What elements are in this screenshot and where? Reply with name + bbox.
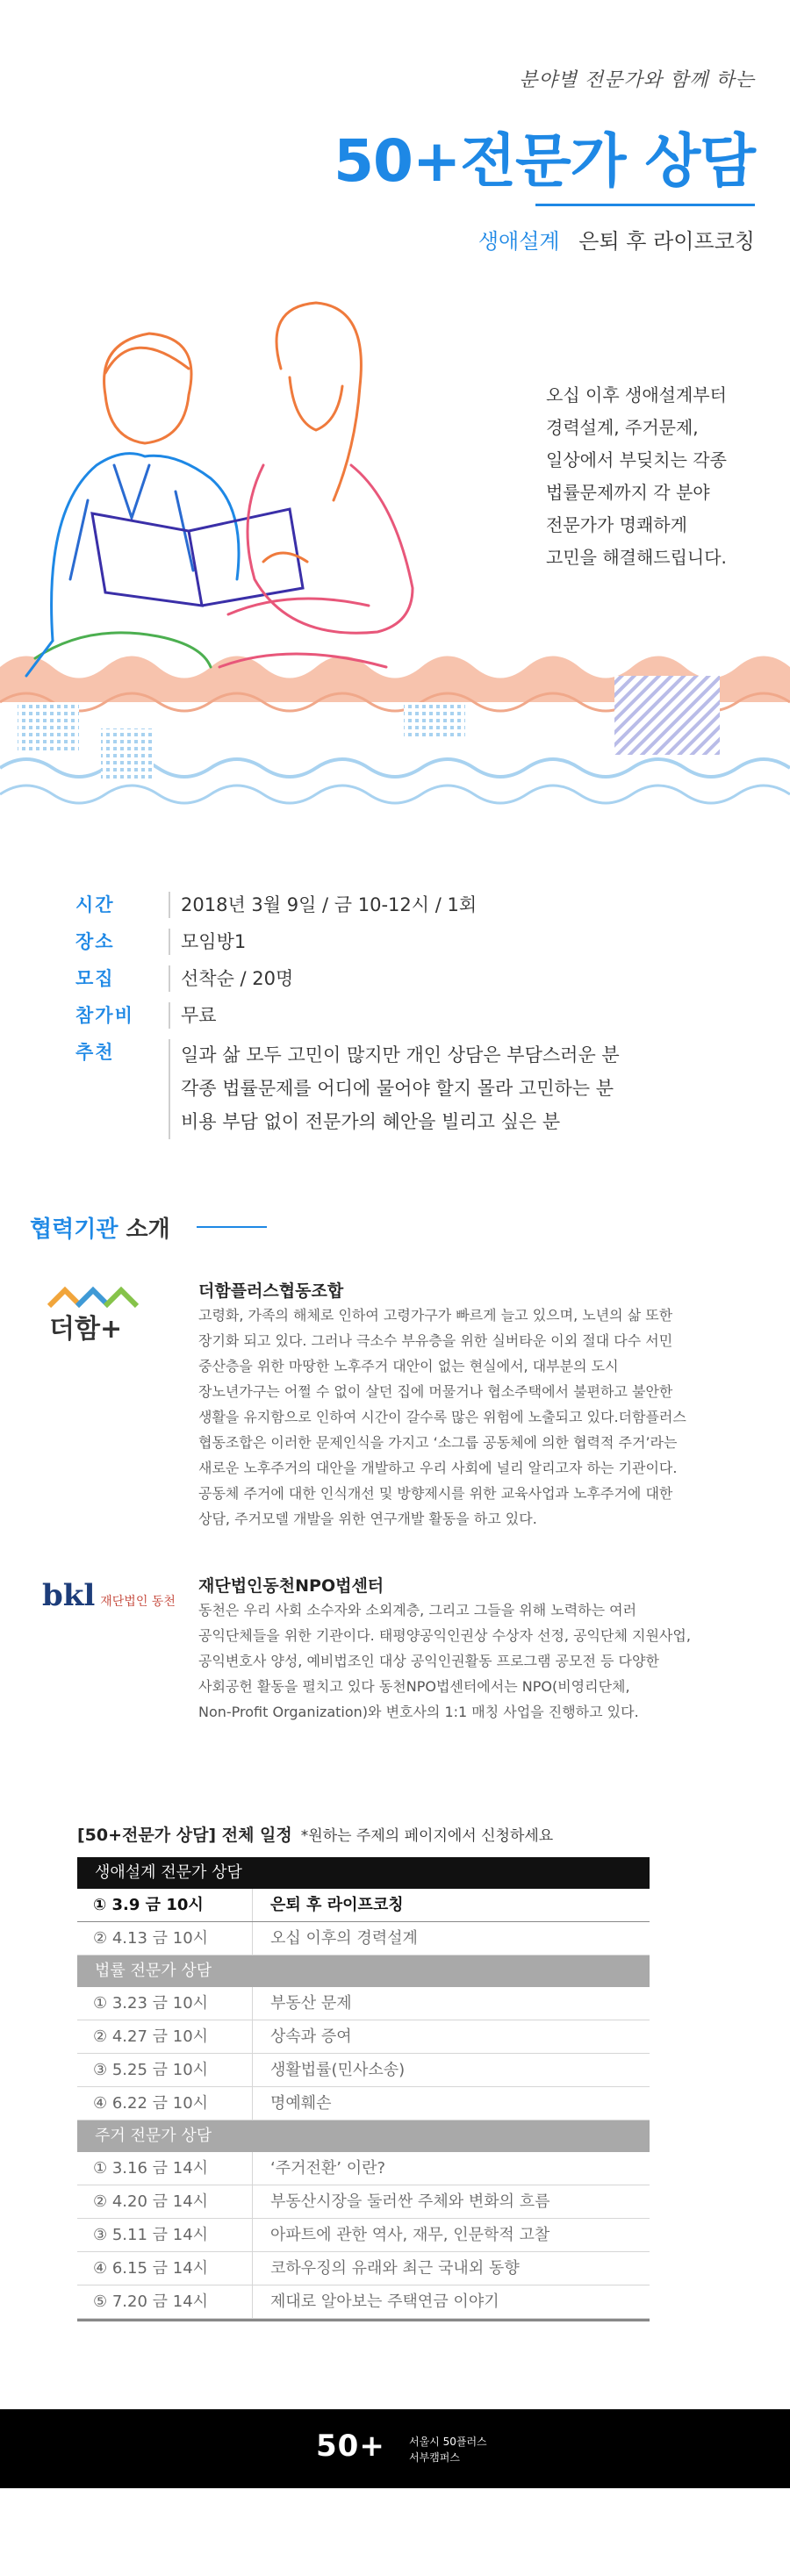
schedule-date: ① 3.23 금 10시 <box>77 1987 253 2020</box>
partners-heading-line <box>197 1226 267 1228</box>
man-figure <box>26 334 239 676</box>
partner-description-line: 공동체 주거에 대한 인식개선 및 방향제시를 위한 교육사업과 노후주거에 대한 <box>198 1485 673 1502</box>
partner-description-line: 새로운 노후주거의 대안을 개발하고 우리 사회에 널리 알리고자 하는 기관이다. <box>198 1460 678 1476</box>
title-underline <box>535 204 755 206</box>
dongcheon-logo-text: 재단법인 동천 <box>100 1595 176 1609</box>
partner-name: 더함플러스협동조합 <box>198 1281 344 1301</box>
partner-description <box>198 1302 760 1532</box>
partner-description-line: 공익단체들을 위한 기관이다. 태평양공익인권상 수상자 선정, 공익단체 지원사업, <box>198 1627 691 1644</box>
partner-description-line: 장노년가구는 어쩔 수 없이 살던 집에 머물거나 협소주택에서 불편하고 불안한 <box>198 1383 673 1400</box>
hero-section <box>0 0 790 843</box>
schedule-bottom-rule <box>77 2319 650 2321</box>
partner-description-line: 상담, 주거모델 개발을 위한 연구개발 활동을 하고 있다. <box>198 1510 537 1527</box>
info-row-place <box>75 928 620 956</box>
info-label: 장소 <box>75 931 115 952</box>
schedule-row[interactable] <box>77 2020 650 2054</box>
schedule-date: ③ 5.25 금 10시 <box>77 2054 253 2086</box>
schedule-title <box>77 1822 553 1846</box>
info-value: 무료 <box>181 1005 217 1026</box>
dongcheon-logo <box>42 1578 176 1613</box>
schedule-section-header: 생애설계 전문가 상담 <box>77 1857 650 1889</box>
schedule-topic: 제대로 알아보는 주택연금 이야기 <box>270 2293 499 2311</box>
recommend-item: 각종 법률문제를 어디에 물어야 할지 몰라 고민하는 분 <box>181 1078 614 1099</box>
schedule-row[interactable] <box>77 2185 650 2219</box>
info-value: 2018년 3월 9일 / 금 10-12시 / 1회 <box>181 894 478 915</box>
schedule-topic: 코하우징의 유래와 최근 국내외 동향 <box>270 2259 520 2278</box>
fiftyplus-logo: 50+ <box>316 2429 385 2464</box>
schedule-row[interactable] <box>77 2087 650 2120</box>
partner-description-line: 공익변호사 양성, 예비법조인 대상 공익인권활동 프로그램 공모전 등 다양한 <box>198 1653 659 1669</box>
bkl-logo-mark: bkl <box>42 1578 96 1613</box>
footer-org-line: 서부캠퍼스 <box>409 2451 460 2464</box>
info-row-time <box>75 891 620 919</box>
category-tag: 생애설계 <box>478 229 560 254</box>
schedule-row[interactable] <box>77 2252 650 2285</box>
info-divider <box>169 892 170 918</box>
schedule-section-header: 주거 전문가 상담 <box>77 2120 650 2152</box>
partner-description-line: Non-Profit Organization)와 변호사의 1:1 매칭 사업을 진행하고 있다. <box>198 1704 639 1720</box>
schedule-date: ④ 6.22 금 10시 <box>77 2087 253 2120</box>
hero-description-line: 법률문제까지 각 분야 <box>546 482 710 503</box>
info-divider <box>169 1002 170 1029</box>
info-label: 모집 <box>75 968 115 989</box>
schedule-row[interactable] <box>77 2152 650 2185</box>
info-divider <box>169 1039 170 1139</box>
hero-description-line: 일상에서 부딪치는 각종 <box>546 449 727 470</box>
footer <box>0 2409 790 2488</box>
info-value: 모임방1 <box>181 931 247 952</box>
partner-description-line: 사회공헌 활동을 펼치고 있다 동천NPO법센터에서는 NPO(비영리단체, <box>198 1678 630 1695</box>
schedule-topic: 부동산시장을 둘러싼 주체와 변화의 흐름 <box>270 2192 550 2211</box>
info-label: 시간 <box>75 894 115 915</box>
schedule-topic: 상속과 증여 <box>270 2027 352 2046</box>
recommend-item: 일과 삶 모두 고민이 많지만 개인 상담은 부담스러운 분 <box>181 1044 620 1066</box>
dehamplus-logo <box>42 1280 156 1350</box>
partner-description-line: 협동조합은 이러한 문제인식을 가지고 ‘소그룹 공동체에 의한 협력적 주거’라는 <box>198 1434 678 1451</box>
info-row-fee <box>75 1001 620 1030</box>
schedule-note: *원하는 주제의 페이지에서 신청하세요 <box>300 1827 554 1845</box>
schedule-row[interactable] <box>77 1922 650 1955</box>
hero-description <box>546 379 774 574</box>
schedule-topic: 생활법률(민사소송) <box>270 2061 406 2079</box>
schedule-topic: 은퇴 후 라이프코칭 <box>270 1896 404 1914</box>
event-info <box>75 891 620 1148</box>
schedule-table <box>77 1857 650 2321</box>
partner-description-line: 중산층을 위한 마땅한 노후주거 대안이 없는 현실에서, 대부분의 도시 <box>198 1358 619 1374</box>
schedule-topic: 명예훼손 <box>270 2094 332 2113</box>
hero-description-line: 전문가가 명쾌하게 <box>546 514 687 535</box>
hero-description-line: 고민을 해결해드립니다. <box>546 547 727 568</box>
partner-description-line: 생활을 유지함으로 인하여 시간이 갈수록 많은 위험에 노출되고 있다.더함플러스 <box>198 1409 686 1425</box>
schedule-date: ⑤ 7.20 금 14시 <box>77 2285 253 2318</box>
info-row-recommend <box>75 1038 620 1139</box>
recommend-item: 비용 부담 없이 전문가의 혜안을 빌리고 싶은 분 <box>181 1111 561 1132</box>
schedule-section-header: 법률 전문가 상담 <box>77 1955 650 1987</box>
schedule-topic: ‘주거전환’ 이란? <box>270 2159 386 2178</box>
page-title: 50+전문가 상담 <box>334 127 755 195</box>
schedule-row[interactable] <box>77 2054 650 2087</box>
info-row-recruit <box>75 965 620 993</box>
dehamplus-logo-text: 더함+ <box>49 1314 123 1345</box>
schedule-title-bold: [50+전문가 상담] 전체 일정 <box>77 1826 292 1845</box>
schedule-date: ② 4.13 금 10시 <box>77 1922 253 1955</box>
hero-description-line: 경력설계, 주거문제, <box>546 417 699 438</box>
partner-description <box>198 1597 760 1725</box>
schedule-date: ② 4.20 금 14시 <box>77 2185 253 2218</box>
schedule-row[interactable] <box>77 1889 650 1922</box>
schedule-topic: 부동산 문제 <box>270 1994 352 2013</box>
schedule-date: ④ 6.15 금 14시 <box>77 2252 253 2285</box>
topic-tag: 은퇴 후 라이프코칭 <box>578 229 755 254</box>
partners-heading-dark: 소개 <box>126 1216 170 1243</box>
schedule-date: ③ 5.11 금 14시 <box>77 2219 253 2251</box>
hero-script-subtitle: 분야별 전문가와 함께 하는 <box>519 69 755 91</box>
title-tags <box>478 224 755 255</box>
schedule-date: ① 3.16 금 14시 <box>77 2152 253 2185</box>
woman-figure <box>219 303 413 667</box>
partner-description-line: 장기화 되고 있다. 그러나 극소수 부유층을 위한 실버타운 이외 절대 다수 서민 <box>198 1332 673 1349</box>
schedule-topic: 오십 이후의 경력설계 <box>270 1929 418 1948</box>
schedule-date: ① 3.9 금 10시 <box>77 1889 253 1921</box>
schedule-row[interactable] <box>77 2285 650 2319</box>
schedule-topic: 아파트에 관한 역사, 재무, 인문학적 고찰 <box>270 2226 550 2244</box>
recommend-list <box>181 1038 620 1138</box>
footer-org-name <box>409 2434 487 2465</box>
partner-description-line: 고령화, 가족의 해체로 인하여 고령가구가 빠르게 늘고 있으며, 노년의 삶 또한 <box>198 1307 673 1324</box>
info-label: 추천 <box>75 1042 115 1063</box>
schedule-date: ② 4.27 금 10시 <box>77 2020 253 2053</box>
info-label: 참가비 <box>75 1005 134 1026</box>
info-divider <box>169 929 170 955</box>
schedule-row[interactable] <box>77 1987 650 2020</box>
hero-description-line: 오십 이후 생애설계부터 <box>546 384 727 405</box>
partners-heading-blue: 협력기관 <box>30 1216 118 1243</box>
info-divider <box>169 965 170 992</box>
partners-heading <box>30 1211 170 1244</box>
info-value: 선착순 / 20명 <box>181 968 294 989</box>
footer-org-line: 서울시 50플러스 <box>409 2436 487 2448</box>
schedule-row[interactable] <box>77 2219 650 2252</box>
partner-name: 재단법인동천NPO법센터 <box>198 1576 384 1596</box>
partner-description-line: 동천은 우리 사회 소수자와 소외계층, 그리고 그들을 위해 노력하는 여러 <box>198 1602 637 1618</box>
wave-decoration <box>0 657 790 804</box>
